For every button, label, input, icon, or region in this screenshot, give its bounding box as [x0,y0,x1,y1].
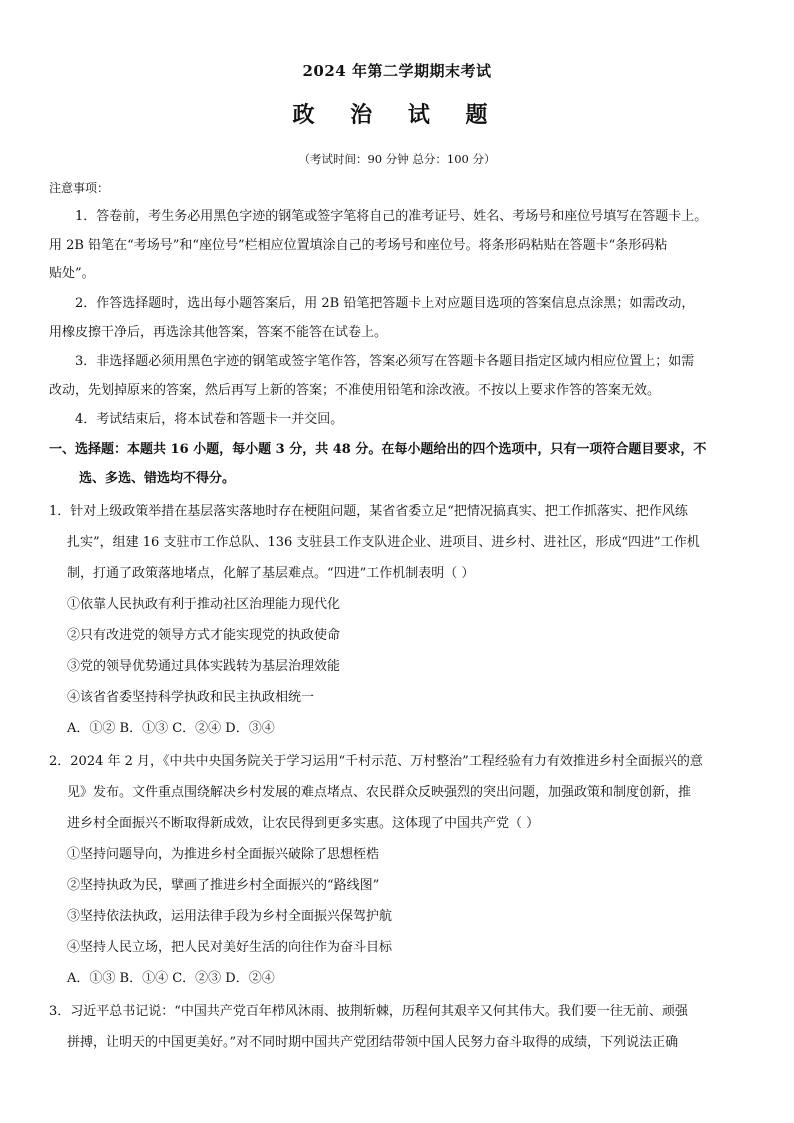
question-1-statement: ①依靠人民执政有利于推动社区治理能力现代化 [67,597,341,612]
notice-line: 3．非选择题必须用黑色字迹的钢笔或签字笔作答，答案必须写在答题卡各题目指定区域内相应位置上；如需 [75,354,695,369]
notice-line: 改动，先划掉原来的答案，然后再写上新的答案；不准使用铅笔和涂改液。不按以上要求作答的答案无效。 [49,383,661,398]
question-1-text: 制，打通了政策落地堵点，化解了基层难点。“四进”工作机制表明（ ） [67,566,475,581]
exam-title: 2024 年第二学期期末考试 [302,62,492,80]
section-heading: 一、选择题：本题共 16 小题，每小题 3 分，共 48 分。在每小题给出的四个选项中，只有一项符合题目要求，不 [49,442,707,457]
question-2-text: 见》发布。文件重点围绕解决乡村发展的难点堵点、农民群众反映强烈的突出问题，加强政策和制度创新，推 [67,785,692,800]
subject-title: 政 治 试 题 [292,102,502,128]
question-1-statement: ②只有改进党的领导方式才能实现党的执政使命 [67,628,341,643]
notice-line: 2．作答选择题时，选出每小题答案后，用 2B 铅笔把答题卡上对应题目选项的答案信息点涂黑；如需改动， [75,296,695,311]
notice-line: 贴处”。 [49,266,95,281]
question-2-statement: ①坚持问题导向，为推进乡村全面振兴破除了思想桎梏 [67,847,380,862]
exam-info: （考试时间：90 分钟 总分：100 分） [298,152,496,166]
question-1-statement: ③党的领导优势通过具体实践转为基层治理效能 [67,659,341,674]
notice-line: 1．答卷前，考生务必用黑色字迹的钢笔或签字笔将自己的准考证号、姓名、考场号和座位号填写在答题卡上。 [75,209,708,224]
question-2-options: A．①③ B．①④ C．②③ D．②④ [67,971,275,986]
question-2-text: 进乡村全面振兴不断取得新成效，让农民得到更多实惠。这体现了中国共产党（ ） [67,816,540,831]
notice-line: 用橡皮擦干净后，再选涂其他答案，答案不能答在试卷上。 [49,325,388,340]
question-1-statement: ④该省省委坚持科学执政和民主执政相统一 [67,690,315,705]
question-1-text: 扎实”，组建 16 支驻市工作总队、136 支驻县工作支队进企业、进项目、进乡村、进社区，形成“四进”工作机 [67,535,700,550]
question-3-text: 拼搏，让明天的中国更美好。”对不同时期中国共产党团结带领中国人民努力奋斗取得的成绩，下列说法正确 [67,1035,679,1050]
question-1-text: 1．针对上级政策举措在基层落实落地时存在梗阻问题，某省省委立足“把情况搞真实、把工作抓落实、把作风练 [49,504,688,519]
question-2-statement: ②坚持执政为民，擘画了推进乡村全面振兴的“路线图” [67,878,380,893]
section-heading-cont: 选、多选、错选均不得分。 [79,471,236,486]
question-2-statement: ③坚持依法执政，运用法律手段为乡村全面振兴保驾护航 [67,909,393,924]
notice-heading: 注意事项： [49,181,110,195]
notice-line: 4．考试结束后，将本试卷和答题卡一并交回。 [75,412,344,427]
question-2-statement: ④坚持人民立场，把人民对美好生活的向往作为奋斗目标 [67,940,393,955]
question-1-options: A．①② B．①③ C．②④ D．③④ [67,721,275,736]
question-3-text: 3．习近平总书记说：“中国共产党百年栉风沐雨、披荆斩棘，历程何其艰辛又何其伟大。我们要一往无前、顽强 [49,1004,688,1019]
question-2-text: 2．2024 年 2 月，《中共中央国务院关于学习运用“千村示范、万村整治”工程经验有力有效推进乡村全面振兴的意 [49,754,703,769]
notice-line: 用 2B 铅笔在“考场号”和“座位号”栏相应位置填涂自己的考场号和座位号。将条形码粘贴在答题卡“条形码粘 [49,238,668,253]
